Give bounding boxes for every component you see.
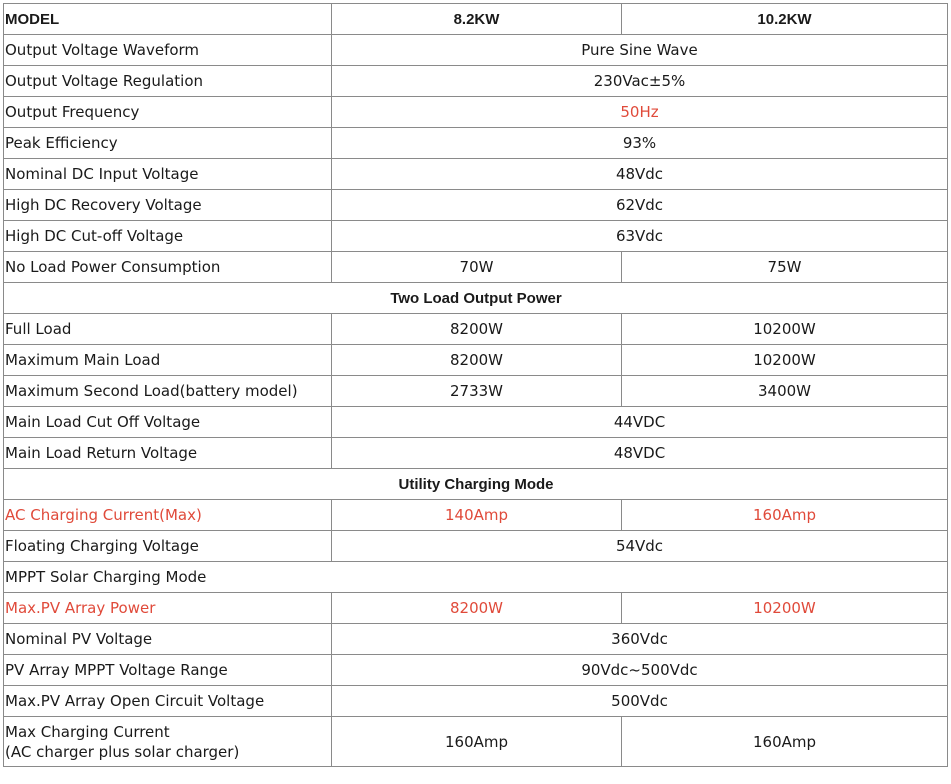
row-value-10-2kw: 3400W [622,376,948,407]
row-label: Full Load [4,314,332,345]
table-row [4,345,948,376]
table-row [4,407,948,438]
table-row [4,252,948,283]
model-8-2kw-header: 8.2KW [332,4,622,35]
table-row [4,376,948,407]
row-label: Floating Charging Voltage [4,531,332,562]
spec-table [3,3,948,767]
row-value-8-2kw: 8200W [332,345,622,376]
row-value-highlighted: 50Hz [332,97,948,128]
section-title: MPPT Solar Charging Mode [4,562,948,593]
section-title: Utility Charging Mode [4,469,948,500]
row-label-highlighted: AC Charging Current(Max) [4,500,332,531]
table-row [4,717,948,767]
row-label: High DC Recovery Voltage [4,190,332,221]
table-row [4,314,948,345]
row-label: Maximum Main Load [4,345,332,376]
row-value-8-2kw: 8200W [332,314,622,345]
row-value: 93% [332,128,948,159]
row-value-10-2kw: 160Amp [622,500,948,531]
row-value: 500Vdc [332,686,948,717]
row-value: 48Vdc [332,159,948,190]
row-value-10-2kw: 10200W [622,593,948,624]
row-label: Nominal DC Input Voltage [4,159,332,190]
row-value: 230Vac±5% [332,66,948,97]
row-label-line1: Max Charging Current [5,722,170,741]
table-row [4,190,948,221]
row-label: Output Frequency [4,97,332,128]
row-label: High DC Cut-off Voltage [4,221,332,252]
row-label: Peak Efficiency [4,128,332,159]
row-label-highlighted: Max.PV Array Power [4,593,332,624]
table-row [4,66,948,97]
row-value-8-2kw: 8200W [332,593,622,624]
table-row [4,35,948,66]
row-value-10-2kw: 10200W [622,314,948,345]
row-label: Output Voltage Regulation [4,66,332,97]
row-value: 44VDC [332,407,948,438]
row-value: 63Vdc [332,221,948,252]
table-row [4,624,948,655]
section-header-row [4,469,948,500]
row-value: 90Vdc~500Vdc [332,655,948,686]
row-label: Output Voltage Waveform [4,35,332,66]
row-value-8-2kw: 140Amp [332,500,622,531]
row-value-8-2kw: 70W [332,252,622,283]
row-value: 48VDC [332,438,948,469]
row-value-8-2kw: 160Amp [332,717,622,767]
table-row [4,593,948,624]
row-label: Max.PV Array Open Circuit Voltage [4,686,332,717]
row-value-10-2kw: 10200W [622,345,948,376]
table-row [4,128,948,159]
row-value-8-2kw: 2733W [332,376,622,407]
row-label: No Load Power Consumption [4,252,332,283]
section-title: Two Load Output Power [4,283,948,314]
row-value: 54Vdc [332,531,948,562]
table-row [4,159,948,190]
row-label-line2: (AC charger plus solar charger) [5,742,240,761]
table-row [4,500,948,531]
table-row [4,221,948,252]
table-row [4,97,948,128]
model-header: MODEL [4,4,332,35]
row-value-10-2kw: 75W [622,252,948,283]
row-label: Main Load Cut Off Voltage [4,407,332,438]
row-label: Nominal PV Voltage [4,624,332,655]
table-row [4,686,948,717]
row-value: 360Vdc [332,624,948,655]
table-row [4,438,948,469]
row-label: PV Array MPPT Voltage Range [4,655,332,686]
row-label: Main Load Return Voltage [4,438,332,469]
header-row [4,4,948,35]
table-row [4,655,948,686]
table-row [4,531,948,562]
row-value-10-2kw: 160Amp [622,717,948,767]
section-header-row [4,283,948,314]
section-row [4,562,948,593]
row-value: Pure Sine Wave [332,35,948,66]
row-label [4,717,332,767]
row-value: 62Vdc [332,190,948,221]
row-label: Maximum Second Load(battery model) [4,376,332,407]
model-10-2kw-header: 10.2KW [622,4,948,35]
